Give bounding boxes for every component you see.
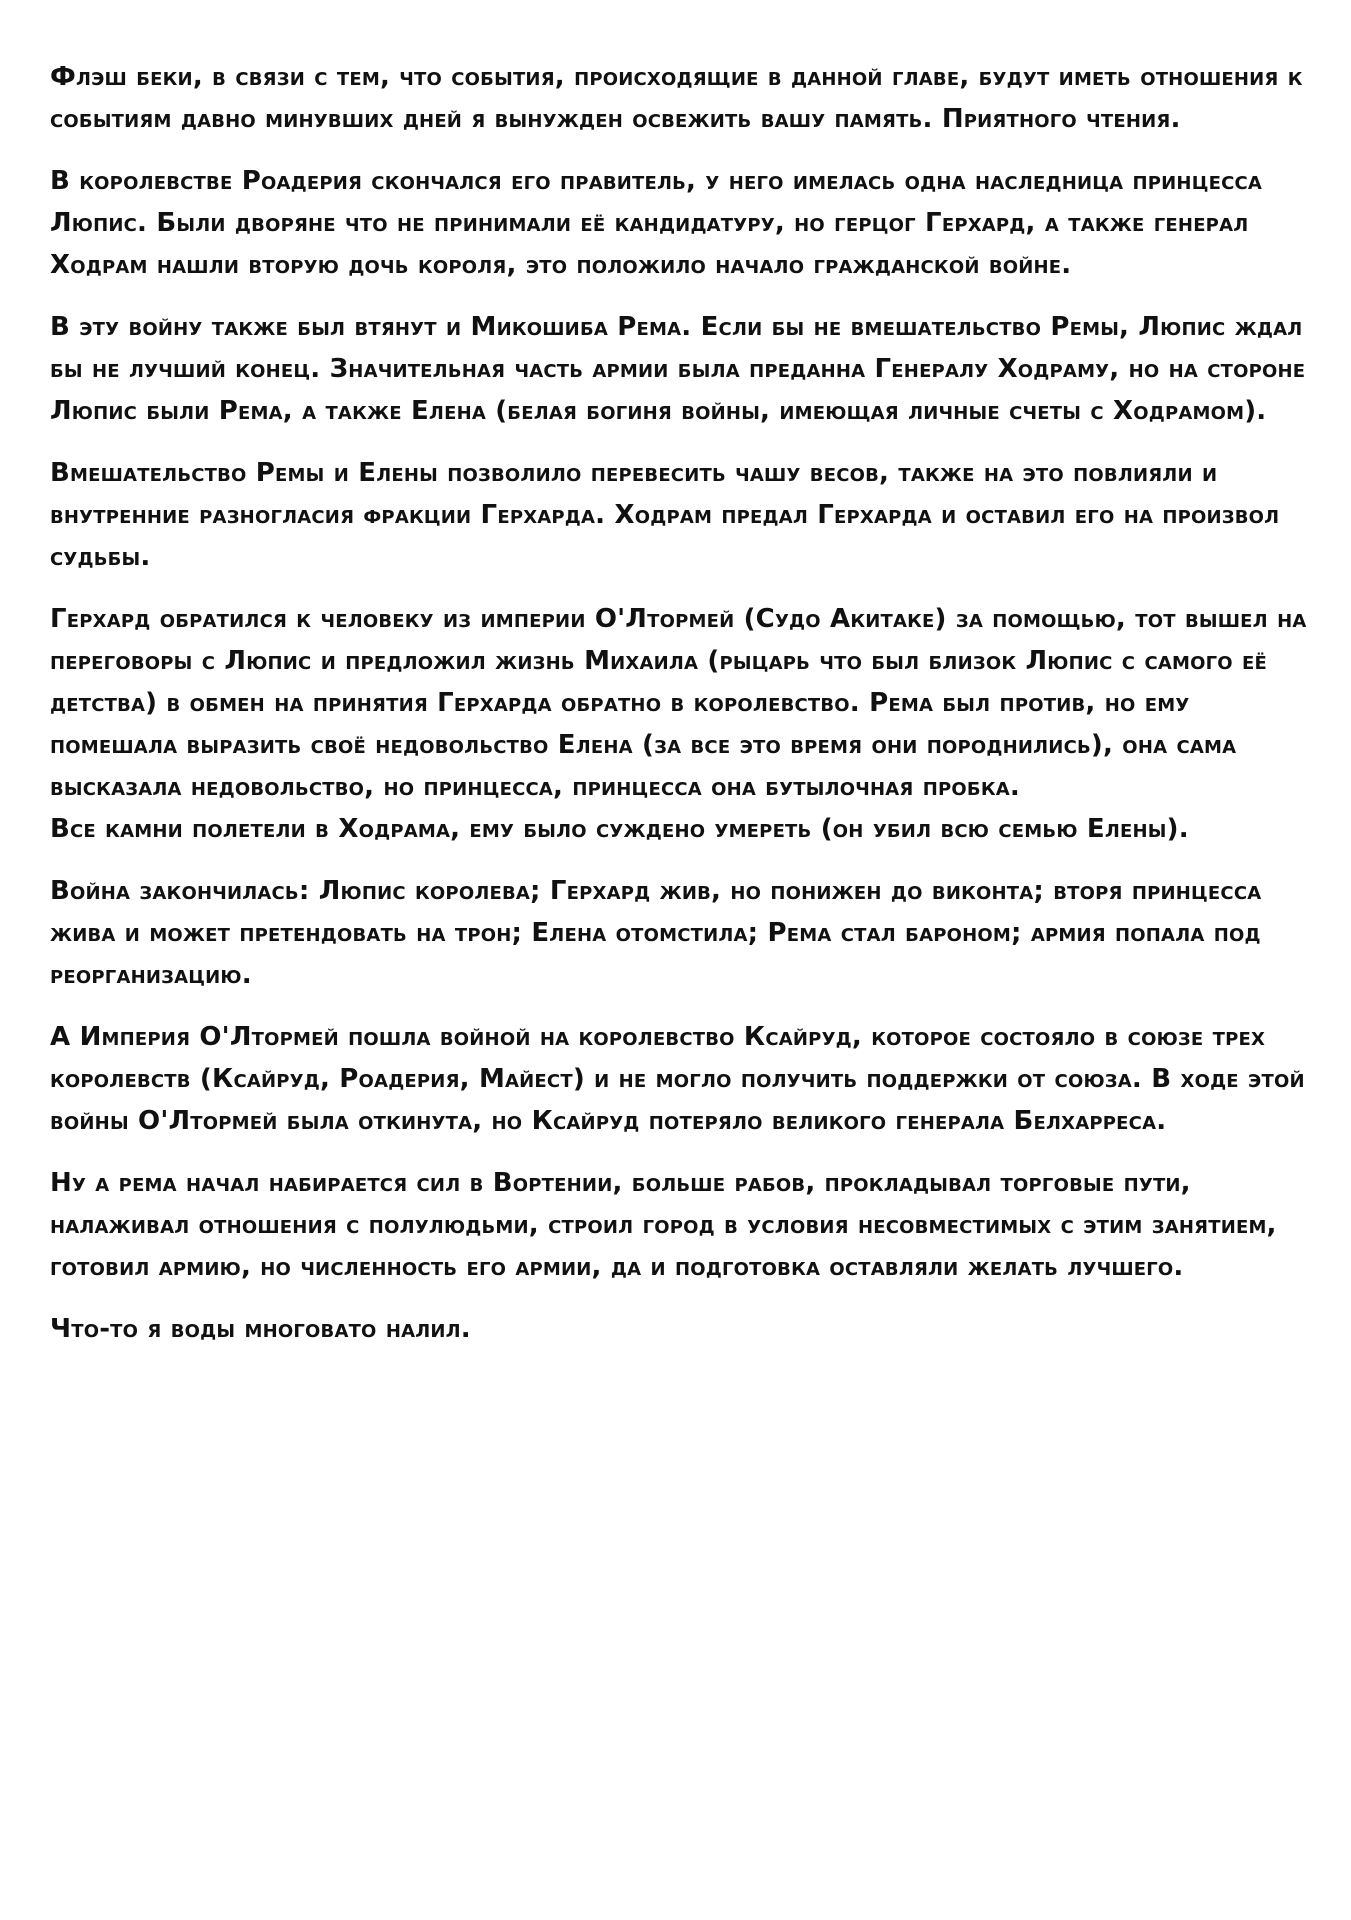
paragraph-hodram-fate: Все камни полетели в Ходрама, ему было суждено умереть (он убил всю семью Елены). [50, 814, 1189, 844]
paragraph-war-end: Война закончилась: Люпис королева; Герхард жив, но понижен до виконта; вторя принцесса жива и может претендовать на трон; Елена отомстила; Рема стал бароном; армия попала под реорганизацию. [50, 876, 1262, 990]
paragraph-intervention: Вмешательство Ремы и Елены позволило перевесить чашу весов, также на это повлияли и внутренние разногласия фракции Герхарда. Ходрам предал Герхарда и оставил его на произвол судьбы. [50, 458, 1280, 572]
paragraph-closing: Что-то я воды многовато налил. [50, 1314, 471, 1344]
paragraph-negotiation: Герхард обратился к человеку из империи О'Лтормей (Судо Акитаке) за помощью, тот вышел на переговоры с Люпис и предложил жизнь Михаила (рыцарь что был близок Люпис с самого её детства) в обмен на принятия Герхарда обратно в королевство. Рема был против, но ему помешала выразить своё недовольство Елена (за все это время они породнились), она сама высказала недовольство, но принцесса, принцесса она бутылочная пробка. [50, 604, 1307, 802]
document-body [50, 56, 1310, 1370]
paragraph-war: В эту войну также был втянут и Микошиба Рема. Если бы не вмешательство Ремы, Люпис ждал бы не лучший конец. Значительная часть армии была преданна Генералу Ходраму, но на стороне Люпис были Рема, а также Елена (белая богиня войны, имеющая личные счеты с Ходрамом). [50, 312, 1306, 426]
paragraph-rema: Ну а рема начал набирается сил в Вортении, больше рабов, прокладывал торговые пути, налаживал отношения с полулюдьми, строил город в условия несовместимых с этим занятием, готовил армию, но численность его армии, да и подготовка оставляли желать лучшего. [50, 1168, 1277, 1282]
paragraph-empire: А Империя О'Лтормей пошла войной на королевство Ксайруд, которое состояло в союзе трех королевств (Ксайруд, Роадерия, Майест) и не могло получить поддержки от союза. В ходе этой войны О'Лтормей была откинута, но Ксайруд потеряло великого генерала Белхарреса. [50, 1022, 1305, 1136]
paragraph-kingdom: В королевстве Роадерия скончался его правитель, у него имелась одна наследница принцесса Люпис. Были дворяне что не принимали её кандидатуру, но герцог Герхард, а также генерал Ходрам нашли вторую дочь короля, это положило начало гражданской войне. [50, 166, 1263, 280]
paragraph-intro: Флэш беки, в связи с тем, что события, происходящие в данной главе, будут иметь отношения к событиям давно минувших дней я вынужден освежить вашу память. Приятного чтения. [50, 62, 1303, 134]
